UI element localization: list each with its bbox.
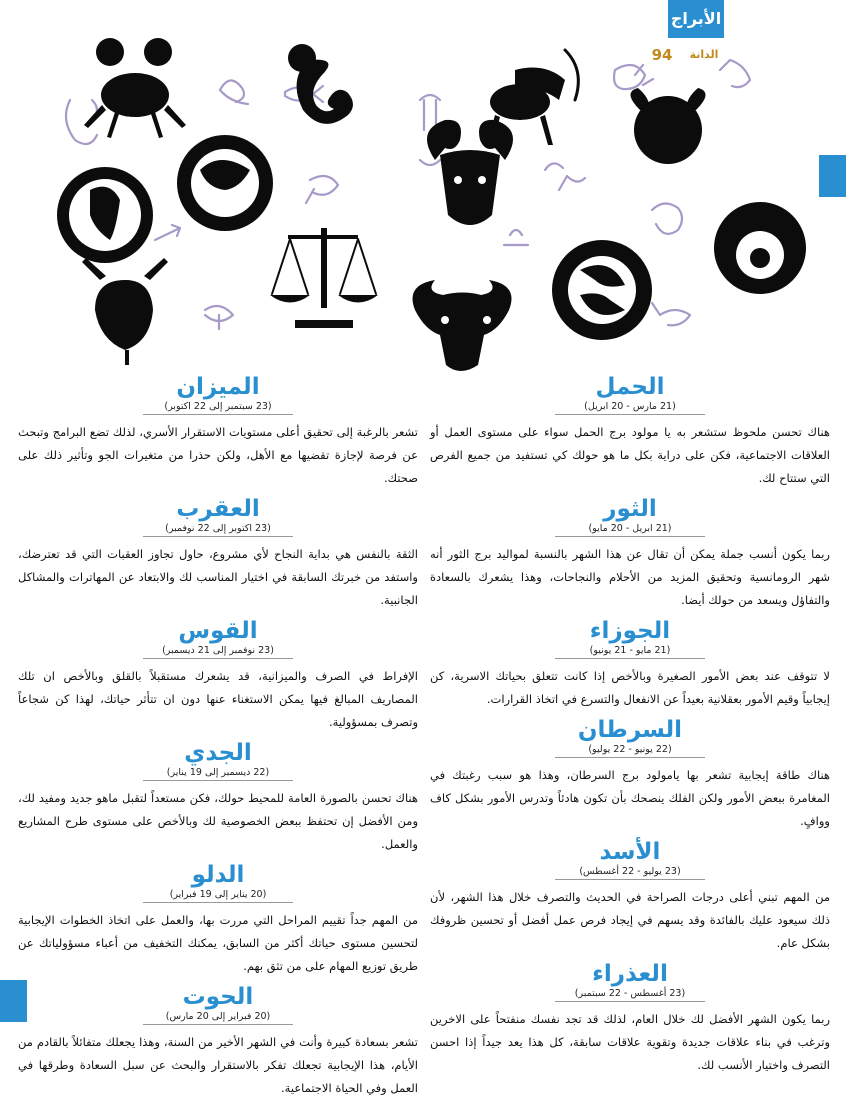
sign-title: الميزان [176, 374, 260, 400]
scorpion-outline-icon [545, 163, 585, 190]
sign-gemini [430, 618, 830, 711]
sign-dates: (21 مارس - 20 ابريل) [555, 400, 705, 415]
aries-outline-icon [220, 80, 248, 104]
gemini-faces-icon [177, 135, 273, 231]
sign-title: الثور [603, 496, 657, 522]
sign-dates: (23 اكتوبر إلى 22 نوفمبر) [143, 522, 293, 537]
sign-aries [430, 374, 830, 490]
libra-outline-icon [504, 230, 528, 245]
sign-title: الحوت [182, 984, 254, 1010]
taurus-bull-head-icon [413, 280, 512, 371]
centaur-outline-icon [652, 203, 682, 233]
sign-dates: (22 ديسمبر إلى 19 يناير) [143, 766, 293, 781]
sign-horoscope: من المهم تبني أعلى درجات الصراحة في الحديث والتصرف خلال هذا الشهر، لأن ذلك سيعود عليك بالفائدة وقد يسهم في إيجاد فرص عمل أفضل أو تحسين ظروفك بشكل عام. [430, 890, 830, 950]
cancer-crab-icon [84, 38, 186, 138]
sign-title: الجدي [184, 740, 252, 766]
sign-dates: (20 فبراير إلى 20 مارس) [143, 1010, 293, 1025]
sign-title: العقرب [176, 496, 260, 522]
scorpio-scorpion-icon [82, 258, 168, 365]
side-tab-right [819, 155, 846, 197]
pisces-fish-icon [552, 240, 652, 340]
sign-dates: (22 يونيو - 22 يوليو) [555, 743, 705, 758]
goat-outline-icon [652, 303, 690, 325]
sign-sagittarius [18, 618, 418, 734]
sign-title: القوس [178, 618, 258, 644]
sign-horoscope: هناك تحسن ملحوظ ستشعر به يا مولود برج الحمل سواء على مستوى العمل أو العلاقات الاجتماعية، فكن على دراية بكل ما هو حولك كي تستفيد من جميع الفرص التي ستتاح لك. [430, 425, 830, 485]
libra-scales-icon [270, 228, 378, 328]
lion-outline-icon [306, 176, 338, 203]
sign-taurus [430, 496, 830, 612]
sign-horoscope: من المهم جداً تقييم المراحل التي مررت بها، والعمل على اتخاذ الخطوات الإيجابية لتحسين مستوى حياتك أكثر من السابق، يمكنك التخفيف من أعباء مسؤولياتك عن طريق توزيع المهام على من تثق بهم. [18, 913, 418, 973]
aquarius-woman-icon [57, 167, 153, 263]
sign-dates: (23 نوفمبر إلى 21 ديسمبر) [143, 644, 293, 659]
sign-horoscope: الإفراط في الصرف والميزانية، قد يشعرك مستقبلاً بالقلق وبالأخص ان تلك المصاريف المبالغ فيها يمكن الاستغناء عنها دون ان تتأثر حياتك، لهذا كن شجاعاً وتصرف بمسؤولية. [18, 669, 418, 729]
sign-title: الجوزاء [589, 618, 671, 644]
sign-horoscope: ربما يكون الشهر الأفضل لك خلال العام، لذلك قد تجد نفسك منفتحاً على الاخرين وترغب في بناء علاقات جديدة وتقوية علاقات سابقة، كل هذا يعد جيداً إذا احسن التصرف واختيار الأنسب لك. [430, 1012, 830, 1072]
sign-libra [18, 374, 418, 490]
section-title: الأبراج [668, 0, 724, 38]
sign-title: الأسد [599, 839, 661, 865]
page-number: 94 [651, 46, 673, 64]
taurus-bull-icon [630, 88, 705, 164]
bull-outline-icon [720, 60, 750, 87]
sign-horoscope: لا تتوقف عند بعض الأمور الصغيرة وبالأخص إذا كانت تتعلق بحياتك الاسرية، كن إيجابياً وقيم الأمور بعقلانية بعيداً عن الانفعال والتسرع في اتخاذ القرارات. [430, 669, 830, 706]
sign-horoscope: هناك تحسن بالصورة العامة للمحيط حولك، فكن مستعداً لتقبل ماهو جديد ومفيد لك، ومن الأفضل إن تحتفظ ببعض الخصوصية لك وبالأخص على مستوى طرح المشاريع والعمل. [18, 791, 418, 851]
sign-horoscope: ربما يكون أنسب جملة يمكن أن تقال عن هذا الشهر بالنسبة لمواليد برج الثور أنه شهر الرومانسية وتحقيق المزيد من الأحلام والنجاحات، وهذا يشعرك بالسعادة والتفاؤل ويسعد من حولك أيضا. [430, 547, 830, 607]
sign-scorpio [18, 496, 418, 612]
taurus-outline-icon [614, 65, 653, 89]
sign-dates: (20 يناير إلى 19 فبراير) [143, 888, 293, 903]
sign-title: السرطان [577, 717, 683, 743]
sign-pisces [18, 984, 418, 1100]
sign-cancer [430, 717, 830, 833]
aries-ram-icon [427, 120, 513, 225]
sign-horoscope: تشعر بالرغبة إلى تحقيق أعلى مستويات الاستقرار الأسري، لذلك تضع البرامج وتبحث عن فرصة لإجازة تقضيها مع الأهل، ولكن حذرا من متغيرات الجو وتأثير ذلك على صحتك. [18, 425, 418, 485]
sign-leo [430, 839, 830, 955]
sign-horoscope: تشعر بسعادة كبيرة وأنت في الشهر الأخير من السنة، وهذا يجعلك متفائلاً بالقادم من الأيام، هذا الإيجابية تجعلك تفكر بالاستقرار والبحث عن سبل السعادة وطرقها في العمل وفي الحياة الاجتماعية. [18, 1035, 418, 1095]
sign-dates: (23 سبتمبر إلى 22 اكتوبر) [143, 400, 293, 415]
sign-title: العذراء [592, 961, 668, 987]
sign-title: الحمل [595, 374, 665, 400]
sign-horoscope: الثقة بالنفس هي بداية النجاح لأي مشروع، حاول تجاوز العقبات التي قد تعترضك، واستفد من خبرتك السابقة في اختيار المناسب لك والابتعاد عن المهاترات والمشاكل الجانبية. [18, 547, 418, 607]
sign-title: الدلو [191, 862, 245, 888]
sign-dates: (23 يوليو - 22 أغسطس) [555, 865, 705, 880]
left-column [18, 372, 418, 1106]
sign-virgo [430, 961, 830, 1077]
right-column [430, 372, 830, 1083]
zodiac-illustration [40, 30, 820, 375]
sign-dates: (21 ابريل - 20 مايو) [555, 522, 705, 537]
magazine-logo: الدانة [689, 48, 719, 61]
leo-lion-icon [714, 202, 806, 294]
sign-horoscope: هناك طاقة إيجابية تشعر بها يامولود برج السرطان، وهذا هو سبب رغبتك في المغامرة ببعض الأمور ولكن الفلك ينصحك بأن تكون هادئاً وتدرس الأمور بشكل كاف ووافٍ. [430, 768, 830, 828]
ram-outline-icon [205, 306, 233, 329]
capricorn-goat-icon [288, 44, 353, 124]
sign-dates: (23 أغسطس - 22 سبتمبر) [555, 987, 705, 1002]
sign-aquarius [18, 862, 418, 978]
sign-capricorn [18, 740, 418, 856]
sign-dates: (21 مايو - 21 يونيو) [555, 644, 705, 659]
